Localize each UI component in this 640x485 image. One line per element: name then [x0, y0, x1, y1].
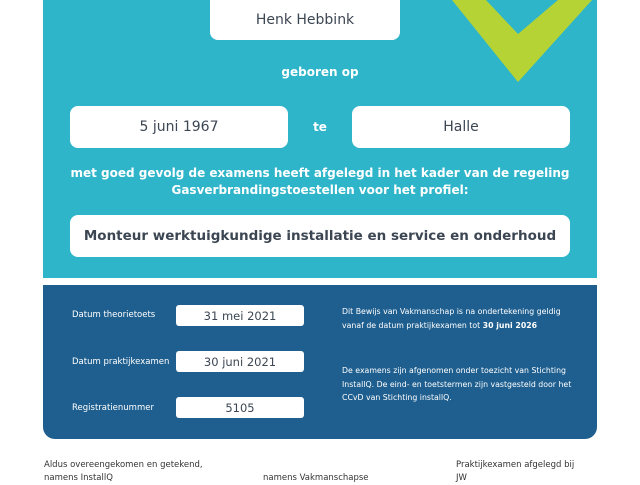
practical-line-2: JW — [456, 473, 467, 483]
birth-place-field — [352, 106, 570, 148]
birth-date: 5 juni 1967 — [139, 119, 219, 135]
birth-place: Halle — [443, 119, 479, 135]
theory-date-label: Datum theorietoets — [72, 310, 156, 320]
statement-line-1: met goed gevolg de examens heeft afgelegd in het kader van de regeling — [70, 166, 570, 180]
profile-title: Monteur werktuigkundige installatie en service en onderhoud — [83, 228, 557, 244]
holder-name: Henk Hebbink — [255, 12, 355, 28]
supervision-note: De examens zijn afgenomen onder toezicht van Stichting InstallQ. De eind- en toetstermen zijn vastgesteld door het CCvD van Stichting installQ. — [342, 366, 572, 402]
place-connector: te — [313, 120, 327, 134]
practical-date: 30 juni 2021 — [203, 354, 277, 369]
practical-date-label: Datum praktijkexamen — [72, 357, 170, 367]
birth-date-field — [70, 106, 288, 148]
born-label: geboren op — [281, 65, 359, 79]
theory-date-field — [176, 305, 304, 326]
agreed-line-1: Aldus overeengekomen en getekend, — [44, 460, 203, 470]
holder-name-field — [210, 0, 400, 40]
on-behalf-line: namens Vakmanschapse — [263, 473, 369, 483]
checkmark-logo-icon — [430, 0, 600, 90]
profile-field — [70, 215, 570, 257]
statement-line-2: Gasverbrandingstoestellen voor het profiel: — [171, 183, 469, 197]
signature-block-practical — [456, 459, 574, 485]
statement — [50, 165, 590, 199]
registration-number: 5105 — [225, 400, 255, 415]
practical-line-1: Praktijkexamen afgelegd bij — [456, 460, 575, 470]
practical-date-field — [176, 351, 304, 372]
registration-label: Registratienummer — [72, 403, 154, 413]
theory-date: 31 mei 2021 — [203, 308, 277, 323]
registration-field — [176, 397, 304, 418]
signature-block-installq — [44, 459, 203, 485]
agreed-line-2: namens InstallQ — [44, 473, 113, 483]
validity-note — [342, 305, 572, 332]
validity-date: 30 juni 2026 — [482, 320, 538, 330]
validity-text: Dit Bewijs van Vakmanschap is na ondertekening geldig vanaf de datum praktijkexamen tot — [342, 307, 561, 330]
